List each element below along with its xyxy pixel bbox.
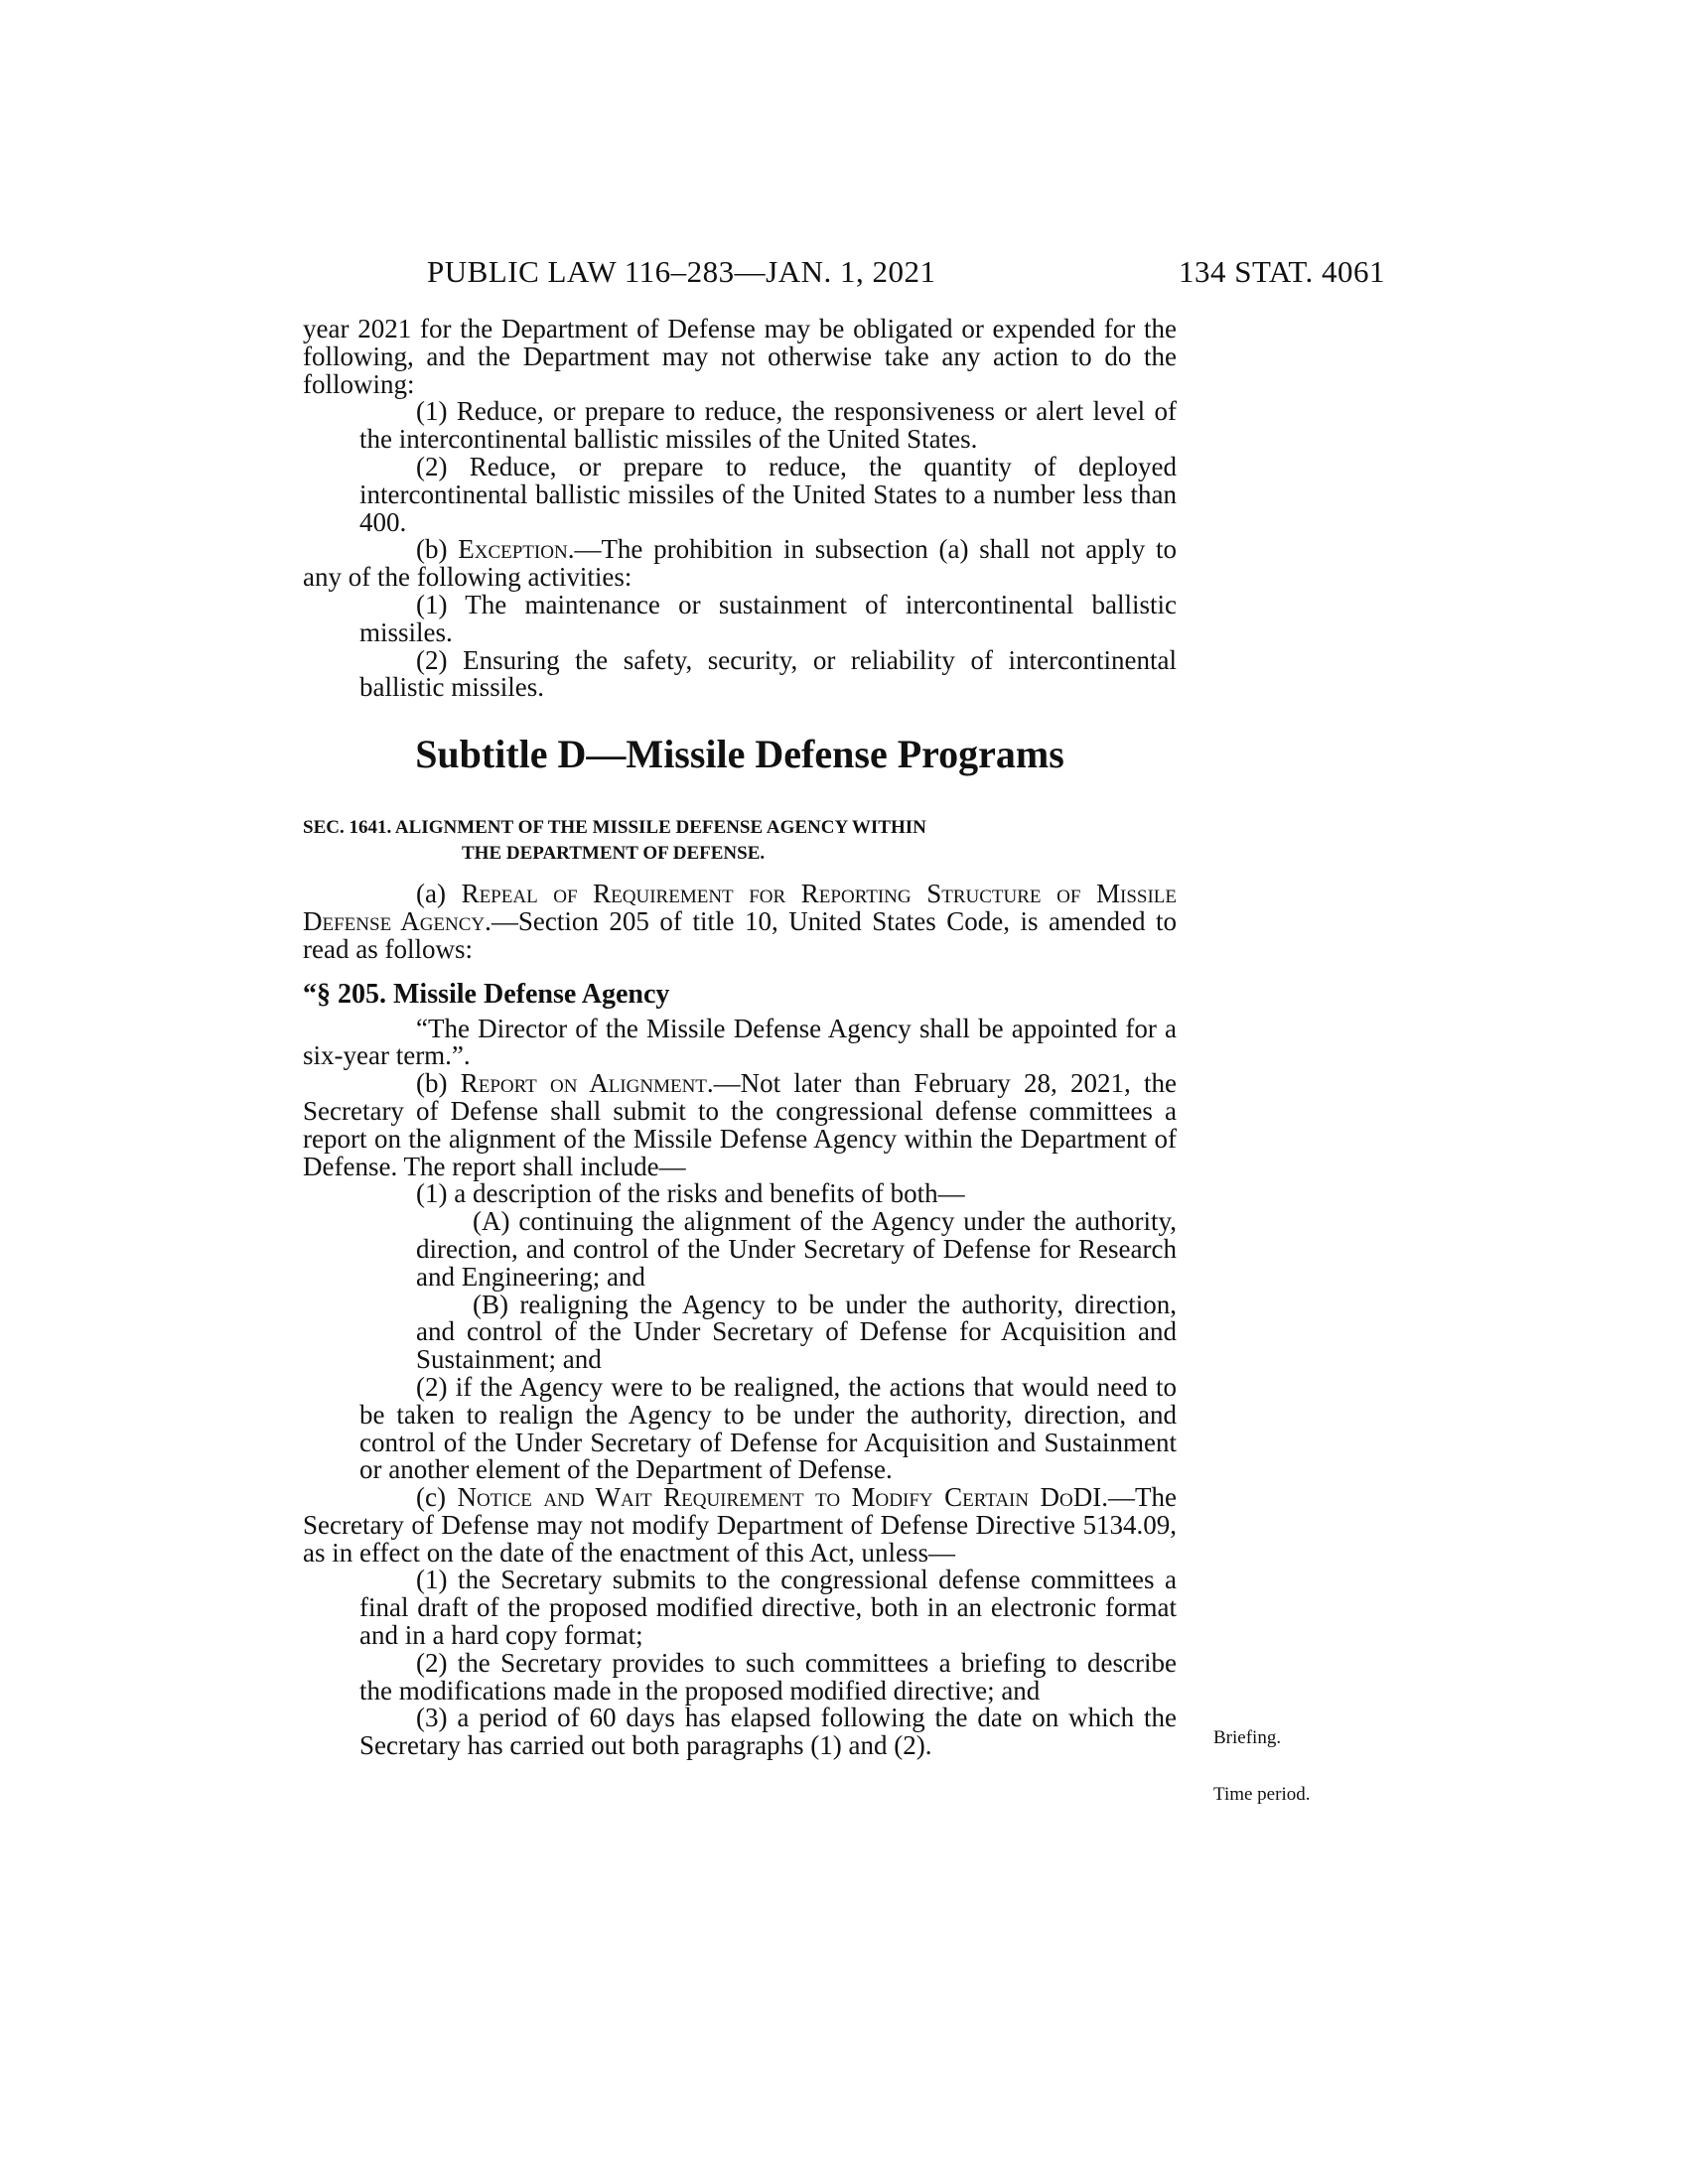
margin-note-time-period: Time period. [1213, 1784, 1311, 1805]
subsection-c [303, 1484, 1177, 1567]
paragraph-1: (1) Reduce, or prepare to reduce, the responsiveness or alert level of the intercontinental ballistic missiles of the United States. [359, 396, 1177, 455]
subsection-b-report-heading: Report on Alignment [460, 1068, 707, 1099]
subsection-c-text: .—The Secretary of Defense may not modify Department of Defense Directive 5134.09, as in effect on the date of the enactment of this Act, unless— [303, 1482, 1178, 1568]
subsection-a-label: (a) [416, 879, 462, 909]
subsection-a-heading: Repeal of Requirement for Reporting Structure of Missile Defense Agency [303, 879, 1177, 936]
page-header [303, 254, 1385, 294]
continuation-paragraph: year 2021 for the Department of Defense may be obligated or expended for the following, and the Department may not otherwise take any action to do the following: [303, 314, 1177, 399]
subsection-a [303, 881, 1177, 963]
notice-paragraph-2: (2) the Secretary provides to such committees a briefing to describe the modifications made in the proposed modified directive; and [359, 1647, 1177, 1706]
report-subparagraph-a: (A) continuing the alignment of the Agency under the authority, direction, and control of the Under Secretary of Defense for Research and Engineering; and [416, 1206, 1177, 1292]
margin-note-briefing: Briefing. [1213, 1727, 1282, 1748]
subsection-b-report-text: .—Not later than February 28, 2021, the Secretary of Defense shall submit to the congressional defense committees a report on the alignment of the Missile Defense Agency within the Department of Defense. The report shall include— [303, 1068, 1178, 1181]
subsection-b-text: .—The prohibition in subsection (a) shall not apply to any of the following activities: [303, 534, 1177, 593]
subsection-b-heading: Exception [458, 534, 568, 565]
subsection-b-label: (b) [416, 534, 459, 565]
notice-paragraph-3: (3) a period of 60 days has elapsed following the date on which the Secretary has carried out both paragraphs (1) and (2). [359, 1703, 1177, 1761]
subsection-c-heading: Notice and Wait Requirement to Modify Certain DoDI [457, 1482, 1102, 1513]
amended-section-text: “The Director of the Missile Defense Agency shall be appointed for a six-year term.”. [303, 1013, 1177, 1071]
amended-section-heading: “§ 205. Missile Defense Agency [303, 978, 670, 1010]
subsection-b-report-label: (b) [416, 1068, 461, 1099]
section-heading-line2: THE DEPARTMENT OF DEFENSE. [462, 843, 766, 865]
report-paragraph-1: (1) a description of the risks and benefits of both— [416, 1178, 965, 1209]
subtitle-heading: Subtitle D—Missile Defense Programs [415, 732, 1064, 777]
document-body [303, 316, 1177, 1760]
page-number: 134 STAT. 4061 [1178, 254, 1385, 289]
paragraph-2: (2) Reduce, or prepare to reduce, the quantity of deployed intercontinental ballistic missiles of the United States to a number less than 400. [359, 451, 1177, 537]
exception-paragraph-1: (1) The maintenance or sustainment of intercontinental ballistic missiles. [359, 589, 1177, 647]
notice-paragraph-1: (1) the Secretary submits to the congressional defense committees a final draft of the proposed modified directive, both in an electronic format and in a hard copy format; [359, 1565, 1177, 1651]
section-heading [303, 815, 1177, 867]
report-subparagraph-b: (B) realigning the Agency to be under the authority, direction, and control of the Under Secretary of Defense for Acquisition and Sustainment; and [416, 1289, 1177, 1375]
subsection-c-label: (c) [416, 1482, 458, 1513]
subsection-a-text: .—Section 205 of title 10, United States Code, is amended to read as follows: [303, 905, 1178, 964]
subsection-b-report [303, 1070, 1177, 1180]
subsection-b [303, 536, 1177, 592]
report-paragraph-2: (2) if the Agency were to be realigned, the actions that would need to be taken to realign the Agency to be under the authority, direction, and control of the Under Secretary of Defense for Acquisition and Sustainment or another element of the Department of Defense. [359, 1371, 1177, 1485]
exception-paragraph-2: (2) Ensuring the safety, security, or reliability of intercontinental ballistic missiles. [359, 644, 1177, 703]
header-title: PUBLIC LAW 116–283—JAN. 1, 2021 [427, 254, 936, 289]
section-heading-line1: SEC. 1641. ALIGNMENT OF THE MISSILE DEFENSE AGENCY WITHIN [303, 817, 926, 839]
